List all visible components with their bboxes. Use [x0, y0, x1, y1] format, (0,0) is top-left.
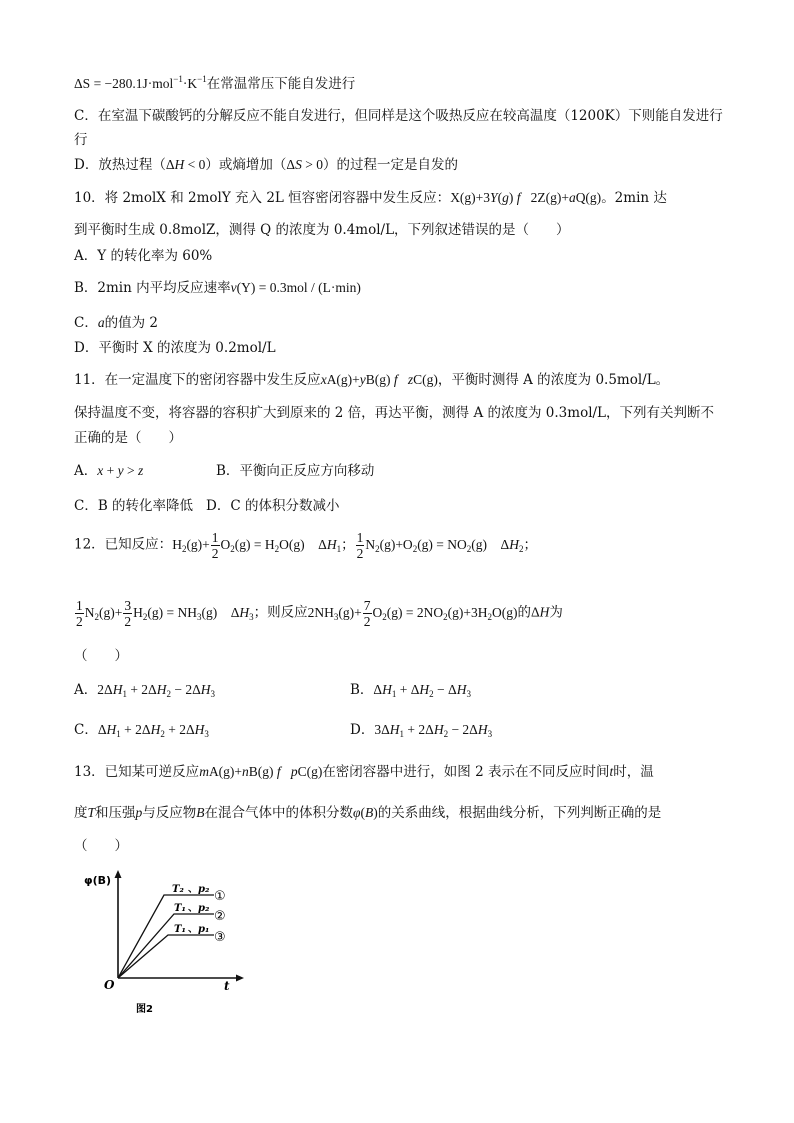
curve-3-label-p: p₁	[198, 924, 210, 935]
option-b-9-tail-text: 在常温常压下能自发进行	[206, 76, 356, 91]
y-axis-label: φ(B)	[84, 874, 112, 887]
curve-1-label-t: T₂	[172, 884, 184, 895]
question-13-stem: 13．已知某可逆反应mA(g)+nB(g) f pC(g)在密闭容器中进行，如图 2 表示在不同反应时间t时，温	[74, 764, 654, 780]
question-11-stem-line2: 保持温度不变，将容器的容积扩大到原来的 2 倍，再达平衡，测得 A 的浓度为 0.3mol/L，下列有关判断不	[74, 405, 715, 421]
question-10-option-a: A．Y 的转化率为 60%	[74, 248, 213, 264]
question-10-stem: 10．将 2molX 和 2molY 充入 2L 恒容密闭容器中发生反应：X(g)+3Y(g) f 2Z(g)+aQ(g)。2min 达	[74, 190, 667, 206]
question-11-option-a: A．x + y > z	[74, 463, 144, 479]
question-12-stem: 12．已知反应：$H_2(g)+$ $\frac{1}{2}$ $O_2(g) = H_2O(g)$ $\Delta H_1$； $\frac{1}{2}$ $N_2(g)+O_2(g) = NO_2(g)$ $\Delta H_2$；	[74, 530, 537, 561]
question-10-option-d: D．平衡时 X 的浓度为 0.2mol/L	[74, 340, 276, 356]
curve-1-marker: ①	[214, 889, 226, 904]
question-12-option-d: D．$3\Delta H_1 + 2\Delta H_2 - 2\Delta H_3$	[350, 722, 493, 739]
question-11-stem-line3: 正确的是（ ）	[74, 430, 182, 446]
curve-3-sep: 、	[188, 924, 198, 935]
question-12-stem-line2: $\frac{1}{2}$ $N_2(g)+$ $\frac{3}{2}$ $H_2(g) = NH_3(g)$ $\Delta H_3$；则反应$2NH_3(g)+$ $\frac{7}{2}$ $O_2(g) = 2NO_2(g)+3H_2O(g)$的ΔH为	[76, 598, 563, 629]
option-c-9-wrap: 行	[74, 132, 88, 148]
curve-2-label-t: T₁	[174, 903, 186, 914]
curve-2-marker: ②	[214, 909, 226, 924]
question-12-paren: （ ）	[74, 648, 128, 664]
question-10-option-c: C．a的值为 2	[74, 315, 158, 331]
question-12-option-a: A．$2\Delta H_1 + 2\Delta H_2 - 2\Delta H_3$	[74, 682, 216, 699]
question-11-option-b: B．平衡向正反应方向移动	[216, 463, 375, 479]
curve-2-label-p: p₂	[198, 903, 210, 914]
question-12-option-c: C．$\Delta H_1 + 2\Delta H_2 + 2\Delta H_3$	[74, 722, 209, 739]
y-axis-arrow	[115, 870, 122, 878]
curve-1-sep: 、	[188, 884, 198, 895]
figure-caption: 图2	[136, 1004, 153, 1015]
curve-3	[118, 935, 214, 978]
question-10-stem-line2: 到平衡时生成 0.8molZ，测得 Q 的浓度为 0.4mol/L，下列叙述错误的是（ ）	[74, 222, 570, 238]
curve-3-marker: ③	[214, 930, 226, 945]
question-11-stem: 11．在一定温度下的密闭容器中发生反应xA(g)+yB(g) f zC(g)，平衡时测得 A 的浓度为 0.5mol/L。	[74, 372, 670, 388]
question-13-stem-line2: 度T和压强p与反应物B在混合气体中的体积分数φ(B)的关系曲线，根据曲线分析，下列判断正确的是	[74, 805, 662, 821]
option-d-9: D．放热过程（ΔH < 0）或熵增加（ΔS > 0）的过程一定是自发的	[74, 157, 458, 173]
question-11-option-c: C．B 的转化率降低	[74, 498, 194, 514]
x-axis-label: t	[224, 979, 230, 993]
question-11-option-d: D．C 的体积分数减小	[206, 498, 340, 514]
curve-3-label-t: T₁	[174, 924, 186, 935]
figure-2	[74, 866, 244, 1024]
question-10-option-b: B．2min 内平均反应速率v(Y) = 0.3mol / (L·min)	[74, 280, 361, 296]
option-b-9-tail: $\Delta S = -280.1J\cdot mol^{-1}\cdot K^{-1}$在常温常压下能自发进行	[74, 74, 356, 91]
origin-label: O	[104, 978, 115, 992]
curve-2-sep: 、	[188, 903, 198, 914]
question-12-option-b: B．$\Delta H_1 + \Delta H_2 - \Delta H_3$	[350, 682, 471, 699]
figure-2-graph	[74, 866, 244, 1024]
curve-1-label-p: p₂	[198, 884, 210, 895]
option-c-9: C．在室温下碳酸钙的分解反应不能自发进行，但同样是这个吸热反应在较高温度（1200K）下则能自发进行	[74, 108, 723, 124]
x-axis-arrow	[236, 975, 244, 982]
question-13-paren: （ ）	[74, 838, 128, 854]
